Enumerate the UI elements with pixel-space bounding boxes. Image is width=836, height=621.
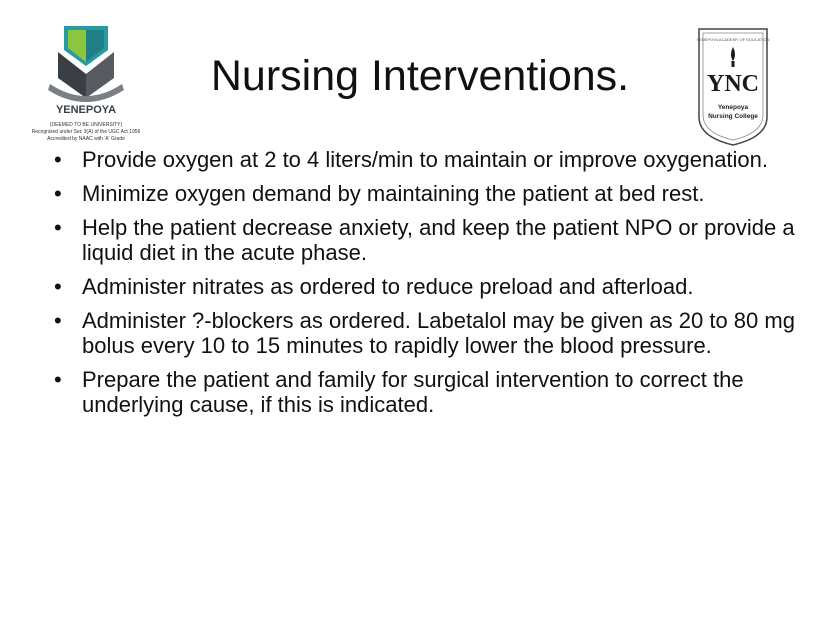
logo-right-monogram: YNC — [707, 71, 759, 97]
bullet-icon: • — [54, 181, 62, 206]
bullet-text: Administer ?-blockers as ordered. Labetalol may be given as 20 to 80 mg bolus every 10 to 15 minutes to rapidly lower the blood pressure. — [82, 308, 795, 358]
bullet-text: Prepare the patient and family for surgical intervention to correct the underlying cause, if this is indicated. — [82, 367, 744, 417]
bullet-icon: • — [54, 274, 62, 299]
bullet-text: Help the patient decrease anxiety, and keep the patient NPO or provide a liquid diet in the acute phase. — [82, 215, 795, 265]
interventions-list — [48, 147, 808, 426]
bullet-text: Administer nitrates as ordered to reduce preload and afterload. — [82, 274, 694, 299]
list-item — [48, 147, 808, 172]
bullet-icon: • — [54, 215, 62, 240]
yenepoya-nursing-college-logo — [695, 25, 771, 147]
bullet-text: Minimize oxygen demand by maintaining the patient at bed rest. — [82, 181, 705, 206]
logo-right-name-line2: Nursing College — [708, 113, 758, 120]
list-item — [48, 274, 808, 299]
list-item — [48, 308, 808, 358]
bullet-icon: • — [54, 147, 62, 172]
list-item — [48, 181, 808, 206]
logo-left-line3: Accredited by NAAC with 'A' Grade — [47, 136, 125, 142]
bullet-icon: • — [54, 308, 62, 333]
bullet-icon: • — [54, 367, 62, 392]
yenepoya-university-logo — [28, 22, 144, 148]
logo-right-name-line1: Yenepoya — [717, 104, 749, 111]
logo-right-arc-text: YENEPOYA ACADEMY OF EDUCATION — [696, 37, 770, 42]
list-item — [48, 215, 808, 265]
list-item — [48, 367, 808, 417]
nursing-college-crest-icon — [695, 25, 771, 147]
bullet-text: Provide oxygen at 2 to 4 liters/min to maintain or improve oxygenation. — [82, 147, 769, 172]
logo-left-line1: (DEEMED TO BE UNIVERSITY) — [49, 122, 123, 128]
slide-title: Nursing Interventions. — [210, 52, 630, 100]
logo-left-name: YENEPOYA — [55, 104, 117, 116]
logo-left-line2: Recognized under Sec 3(A) of the UGC Act 1956 — [31, 129, 141, 135]
